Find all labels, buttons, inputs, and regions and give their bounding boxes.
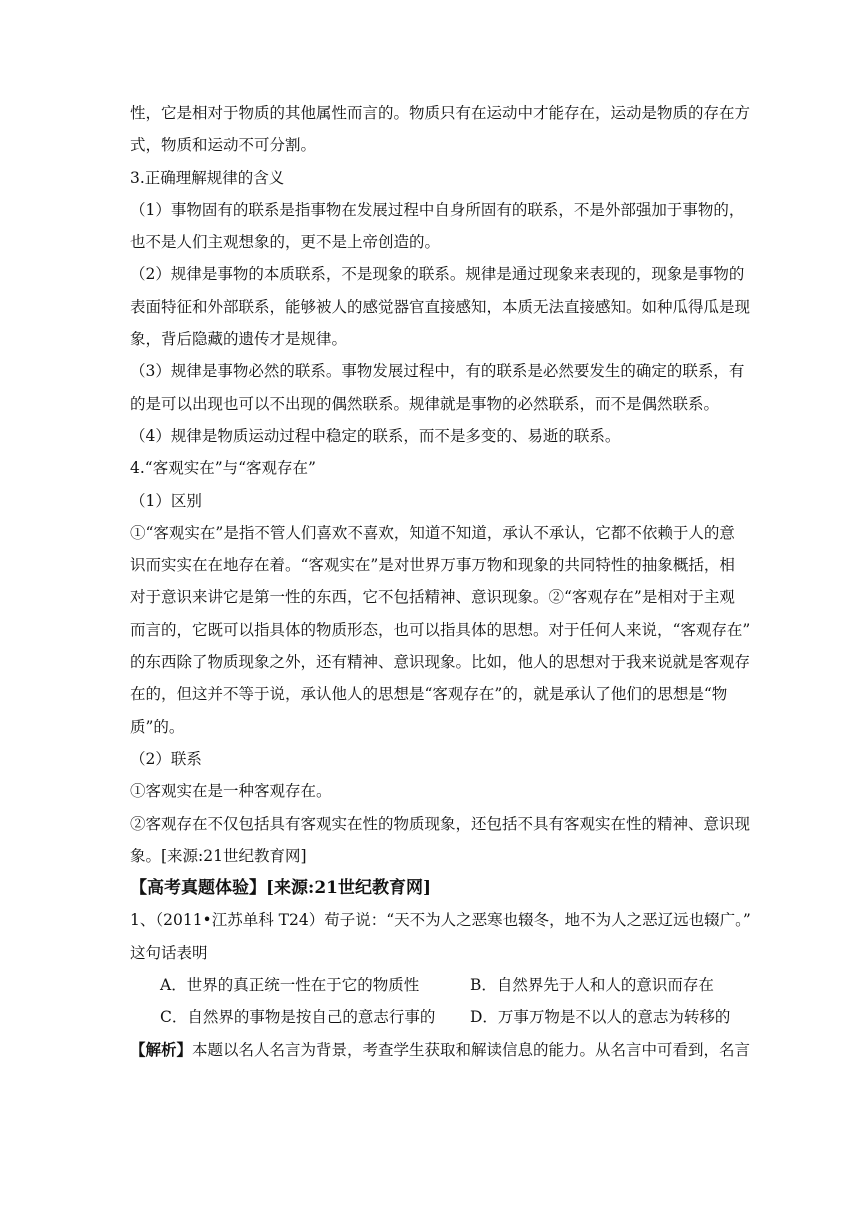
- analysis-text: 本题以名人名言为背景，考查学生获取和解读信息的能力。从名言中可看到，名言: [192, 1040, 751, 1059]
- text-line: （2）规律是事物的本质联系，不是现象的联系。规律是通过现象来表现的，现象是事物的: [130, 265, 745, 284]
- subheading: 3.正确理解规律的含义: [130, 168, 285, 187]
- option-c: C．自然界的事物是按自己的意志行事的: [160, 1008, 436, 1027]
- analysis-line: [130, 1034, 751, 1066]
- text-line: ②客观存在不仅包括具有客观实在性的物质现象，还包括不具有客观实在性的精神、意识现: [130, 814, 751, 833]
- text-line: 性，它是相对于物质的其他属性而言的。物质只有在运动中才能存在，运动是物质的存在方: [130, 104, 751, 122]
- text-line: （1）事物固有的联系是指事物在发展过程中自身所固有的联系，不是外部强加于事物的，: [130, 200, 745, 219]
- options-row-1: [130, 969, 740, 1001]
- analysis-label: 【解析】: [130, 1039, 193, 1059]
- text-line: （2）联系: [130, 749, 202, 768]
- text-line: 识而实实在在地存在着。“客观实在”是对世界万事万物和现象的共同特性的抽象概括，相: [130, 556, 735, 575]
- subheading: 4.“客观实在”与“客观存在”: [130, 459, 316, 478]
- text-line: （1）区别: [130, 491, 202, 510]
- options-row-2: [130, 1001, 740, 1033]
- text-line: 的是可以出现也可以不出现的偶然联系。规律就是事物的必然联系，而不是偶然联系。: [130, 394, 720, 413]
- option-d: D．万事万物是不以人的意志为转移的: [470, 1008, 731, 1027]
- option-b: B．自然界先于人和人的意识而存在: [470, 976, 714, 995]
- text-line: 表面特征和外部联系，能够被人的感觉器官直接感知，本质无法直接感知。如种瓜得瓜是现: [130, 297, 751, 316]
- text-line: 的东西除了物质现象之外，还有精神、意识现象。比如，他人的思想对于我来说就是客观存: [130, 653, 751, 672]
- section-heading: 【高考真题体验】[来源:21世纪教育网]: [130, 878, 432, 899]
- text-line: （4）规律是物质运动过程中稳定的联系，而不是多变的、易逝的联系。: [130, 426, 621, 445]
- text-line: 而言的，它既可以指具体的物质形态，也可以指具体的思想。对于任何人来说，“客观存在”: [130, 620, 751, 639]
- text-line: 在的，但这并不等于说，承认他人的思想是“客观存在”的，就是承认了他们的思想是“物: [130, 685, 728, 704]
- question-stem-continued: 这句话表明: [130, 943, 208, 962]
- text-line: 质”的。: [130, 717, 185, 736]
- text-line: 象，背后隐藏的遗传才是规律。: [130, 330, 348, 349]
- text-line: 对于意识来讲它是第一性的东西，它不包括精神、意识现象。②“客观存在”是相对于主观: [130, 588, 735, 607]
- text-line: （3）规律是事物必然的联系。事物发展过程中，有的联系是必然要发生的确定的联系，有: [130, 362, 745, 381]
- option-a: A．世界的真正统一性在于它的物质性: [160, 976, 420, 995]
- question-stem: 1、（2011•江苏单科 T24）荀子说：“天不为人之恶寒也辍冬，地不为人之恶辽远也辍广。”: [130, 911, 751, 930]
- text-line: ①“客观实在”是指不管人们喜欢不喜欢，知道不知道，承认不承认，它都不依赖于人的意: [130, 523, 735, 542]
- text-line: 式，物质和运动不可分割。: [130, 136, 317, 155]
- text-line: 也不是人们主观想象的，更不是上帝创造的。: [130, 233, 441, 252]
- text-line: ①客观实在是一种客观存在。: [130, 782, 332, 801]
- text-line: 象。[来源:21世纪教育网]: [130, 846, 307, 865]
- document-body: [130, 97, 751, 1066]
